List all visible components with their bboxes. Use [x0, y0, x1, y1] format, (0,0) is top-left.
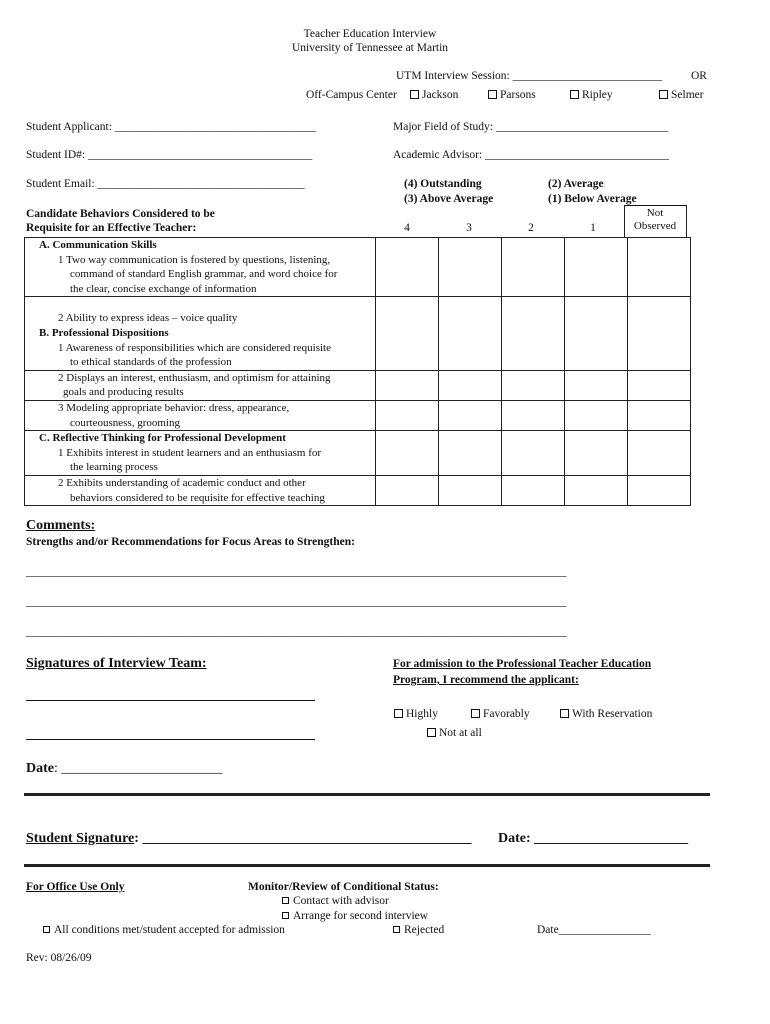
score-cell-1[interactable] — [565, 370, 628, 400]
option-highly[interactable]: Highly — [394, 708, 438, 720]
score-cell-1[interactable] — [565, 238, 628, 297]
checkbox-icon — [488, 90, 497, 99]
table-row — [25, 297, 691, 370]
score-cell-2[interactable] — [502, 400, 565, 430]
score-cell-2[interactable] — [502, 370, 565, 400]
behavior-cell — [25, 297, 376, 370]
checkbox-icon — [410, 90, 419, 99]
behavior-b2-text: 2 Displays an interest, enthusiasm, and optimism for attaining — [58, 371, 331, 384]
score-cell-3[interactable] — [439, 297, 502, 370]
checkbox-ripley[interactable]: Ripley — [570, 89, 613, 101]
comment-line-3[interactable]: ______________________________________________________________________________________________ — [26, 626, 567, 638]
score-cell-not-observed[interactable] — [628, 475, 691, 505]
behavior-cell — [25, 370, 376, 400]
behavior-cell — [25, 400, 376, 430]
checkbox-icon — [282, 912, 289, 919]
score-cell-4[interactable] — [376, 297, 439, 370]
behavior-cell — [25, 431, 376, 476]
score-cell-3[interactable] — [439, 370, 502, 400]
behavior-a2-text: 2 Ability to express ideas – voice quality — [58, 312, 238, 325]
score-header-2: 2 — [528, 222, 534, 234]
category-c-label: C. Reflective Thinking for Professional Development — [39, 432, 286, 445]
section-divider-2 — [24, 864, 710, 867]
behavior-c2-text: 2 Exhibits understanding of academic conduct and other — [58, 476, 306, 489]
scale-average: (2) Average — [548, 178, 604, 190]
category-a-label: A. Communication Skills — [39, 239, 157, 251]
option-rejected[interactable]: Rejected — [393, 924, 444, 936]
behavior-b3-text-cont: courteousness, grooming — [70, 416, 180, 429]
checkbox-icon — [393, 926, 400, 933]
behavior-rating-table — [24, 237, 691, 506]
off-campus-label: Off-Campus Center — [306, 89, 397, 101]
not-observed-top-border — [624, 205, 686, 206]
score-cell-3[interactable] — [439, 475, 502, 505]
student-signature-field[interactable]: Student Signature: _______________________________________________ — [26, 831, 472, 846]
score-cell-2[interactable] — [502, 238, 565, 297]
interviewer-signature-line-2[interactable] — [26, 739, 315, 740]
comment-line-1[interactable]: ______________________________________________________________________________________________ — [26, 566, 567, 578]
behavior-c1-text: 1 Exhibits interest in student learners and an enthusiasm for — [58, 446, 322, 459]
behavior-b3-text: 3 Modeling appropriate behavior: dress, appearance, — [58, 401, 290, 414]
table-row — [25, 475, 691, 505]
score-header-4: 4 — [404, 222, 410, 234]
score-cell-1[interactable] — [565, 400, 628, 430]
student-id-field[interactable]: Student ID#: _______________________________________ — [26, 149, 313, 161]
behavior-b1-text-cont: to ethical standards of the profession — [70, 356, 232, 369]
score-cell-4[interactable] — [376, 238, 439, 297]
comments-heading: Comments: — [26, 518, 96, 533]
checkbox-icon — [471, 709, 480, 718]
score-cell-not-observed[interactable] — [628, 400, 691, 430]
behavior-cell — [25, 475, 376, 505]
category-b-label: B. Professional Dispositions — [39, 326, 169, 339]
office-use-heading: For Office Use Only — [26, 881, 125, 893]
checkbox-parsons[interactable]: Parsons — [488, 89, 536, 101]
not-observed-header-line1: Not — [646, 207, 664, 219]
score-cell-3[interactable] — [439, 400, 502, 430]
option-favorably[interactable]: Favorably — [471, 708, 530, 720]
checkbox-icon — [427, 728, 436, 737]
form-title: Teacher Education Interview — [303, 28, 437, 40]
student-email-field[interactable]: Student Email: ____________________________________ — [26, 178, 305, 190]
option-with-reservation[interactable]: With Reservation — [560, 708, 652, 720]
score-cell-2[interactable] — [502, 297, 565, 370]
recommend-line2: Program, I recommend the applicant: — [393, 674, 579, 686]
scale-outstanding: (4) Outstanding — [404, 178, 482, 190]
behavior-cell — [25, 238, 376, 297]
monitor-review-label: Monitor/Review of Conditional Status: — [248, 881, 439, 893]
option-all-conditions-met[interactable]: All conditions met/student accepted for admission — [43, 924, 285, 936]
score-cell-3[interactable] — [439, 431, 502, 476]
checkbox-icon — [282, 897, 289, 904]
checkbox-icon — [570, 90, 579, 99]
checkbox-icon — [43, 926, 50, 933]
student-applicant-field[interactable]: Student Applicant: ___________________________________ — [26, 121, 317, 133]
score-cell-1[interactable] — [565, 475, 628, 505]
score-cell-not-observed[interactable] — [628, 238, 691, 297]
student-date-field[interactable]: Date: ______________________ — [498, 831, 689, 846]
section-divider-1 — [24, 793, 710, 796]
scale-below-average: (1) Below Average — [548, 193, 637, 205]
major-field[interactable]: Major Field of Study: ______________________________ — [393, 121, 669, 133]
interviewer-signature-line-1[interactable] — [26, 700, 315, 701]
score-cell-1[interactable] — [565, 431, 628, 476]
score-cell-4[interactable] — [376, 400, 439, 430]
score-cell-2[interactable] — [502, 475, 565, 505]
behavior-c1-text-cont: the learning process — [70, 461, 158, 474]
score-cell-3[interactable] — [439, 238, 502, 297]
team-date-field[interactable]: Date: _______________________ — [26, 761, 223, 776]
comment-line-2[interactable]: ______________________________________________________________________________________________ — [26, 596, 567, 608]
behavior-a1-text-cont2: the clear, concise exchange of information — [70, 282, 257, 295]
signatures-heading: Signatures of Interview Team: — [26, 656, 207, 671]
not-observed-right-border — [686, 205, 687, 237]
checkbox-jackson[interactable]: Jackson — [410, 89, 458, 101]
or-label: OR — [691, 70, 707, 82]
recommend-line1: For admission to the Professional Teacher Education — [393, 658, 652, 670]
checkbox-icon — [560, 709, 569, 718]
office-date-field[interactable]: Date________________ — [537, 924, 651, 936]
score-cell-not-observed[interactable] — [628, 370, 691, 400]
checkbox-selmer[interactable]: Selmer — [659, 89, 704, 101]
score-header-1: 1 — [590, 222, 596, 234]
checkbox-icon — [659, 90, 668, 99]
behavior-b2-text-cont: goals and producing results — [63, 386, 184, 399]
comments-subheading: Strengths and/or Recommendations for Focus Areas to Strengthen: — [26, 536, 355, 548]
not-observed-header-line2: Observed — [633, 220, 677, 232]
table-row — [25, 370, 691, 400]
table-title-line2: Requisite for an Effective Teacher: — [26, 222, 197, 234]
form-subtitle: University of Tennessee at Martin — [291, 42, 449, 54]
behavior-a1-text: 1 Two way communication is fostered by questions, listening, — [58, 253, 331, 266]
score-cell-not-observed[interactable] — [628, 297, 691, 370]
table-row — [25, 400, 691, 430]
score-cell-4[interactable] — [376, 475, 439, 505]
not-observed-left-border — [624, 205, 625, 237]
academic-advisor-field[interactable]: Academic Advisor: ________________________________ — [393, 149, 669, 161]
revision-label: Rev: 08/26/09 — [26, 952, 92, 964]
score-cell-2[interactable] — [502, 431, 565, 476]
behavior-a1-text-cont: command of standard English grammar, and word choice for — [70, 268, 338, 281]
scale-above-average: (3) Above Average — [404, 193, 494, 205]
score-cell-4[interactable] — [376, 370, 439, 400]
score-cell-1[interactable] — [565, 297, 628, 370]
option-contact-advisor[interactable]: Contact with advisor — [282, 895, 389, 907]
option-not-at-all[interactable]: Not at all — [427, 727, 482, 739]
interview-session-field[interactable]: UTM Interview Session: __________________________ — [396, 70, 663, 82]
table-row — [25, 238, 691, 297]
table-title-line1: Candidate Behaviors Considered to be — [26, 208, 215, 220]
option-arrange-second-interview[interactable]: Arrange for second interview — [282, 910, 428, 922]
table-row — [25, 431, 691, 476]
behavior-b1-text: 1 Awareness of responsibilities which are considered requisite — [58, 341, 331, 354]
score-cell-not-observed[interactable] — [628, 431, 691, 476]
score-header-3: 3 — [466, 222, 472, 234]
checkbox-icon — [394, 709, 403, 718]
behavior-c2-text-cont: behaviors considered to be requisite for effective teaching — [70, 491, 325, 504]
score-cell-4[interactable] — [376, 431, 439, 476]
